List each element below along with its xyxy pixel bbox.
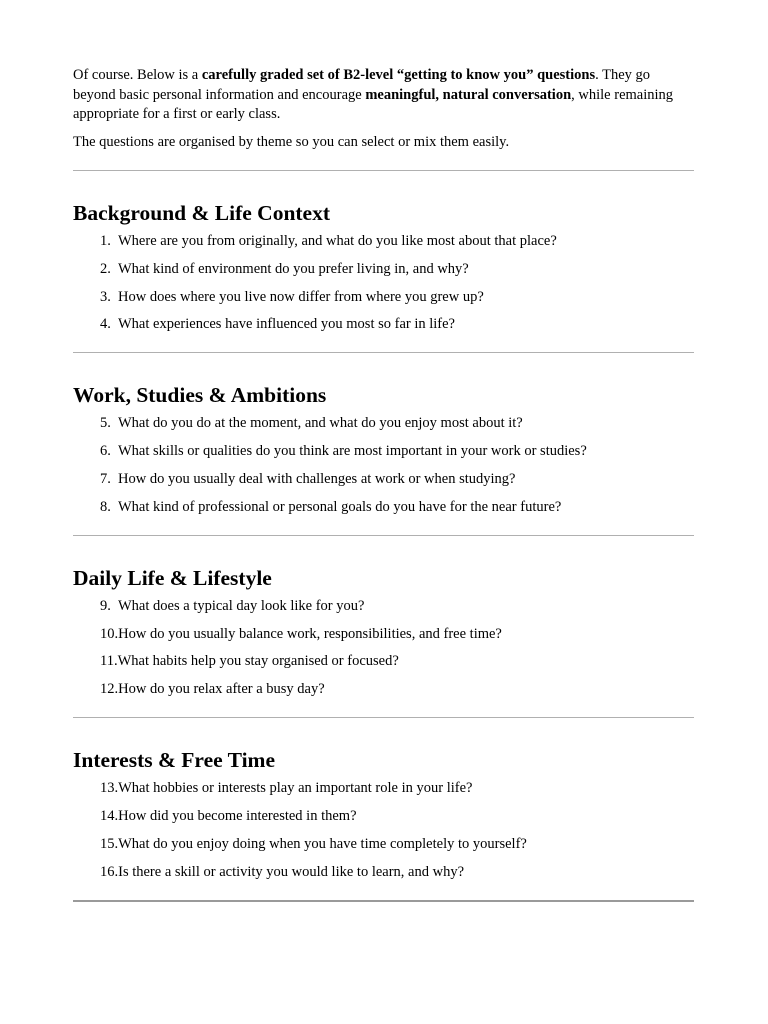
question-item bbox=[100, 498, 694, 517]
question-number: 1. bbox=[100, 233, 111, 249]
question-item bbox=[100, 232, 694, 251]
divider bbox=[73, 717, 694, 718]
question-item bbox=[100, 288, 694, 307]
question-item bbox=[100, 863, 694, 882]
question-item bbox=[100, 680, 694, 699]
question-text: What kind of environment do you prefer living in, and why? bbox=[118, 260, 469, 277]
question-number: 9. bbox=[100, 597, 111, 614]
question-item bbox=[100, 625, 694, 644]
question-number: 14. bbox=[100, 807, 119, 824]
question-item bbox=[100, 315, 694, 334]
question-text: How do you relax after a busy day? bbox=[118, 681, 325, 698]
intro-note: The questions are organised by theme so you can select or mix them easily. bbox=[73, 133, 510, 150]
intro-text-2: . They go beyond basic personal information and encourage bbox=[73, 67, 651, 103]
question-text: What do you do at the moment, and what do you enjoy most about it? bbox=[118, 415, 523, 432]
question-text: Where are you from originally, and what do you like most about that place? bbox=[118, 233, 557, 249]
question-item bbox=[100, 652, 694, 671]
question-text: What does a typical day look like for you? bbox=[118, 597, 365, 614]
question-number: 10. bbox=[100, 625, 119, 642]
divider bbox=[73, 170, 694, 171]
question-item bbox=[100, 414, 694, 433]
question-number: 15. bbox=[100, 835, 119, 852]
question-number: 2. bbox=[100, 260, 111, 277]
divider bbox=[73, 900, 694, 902]
question-text: What kind of professional or personal goals do you have for the near future? bbox=[118, 498, 562, 515]
section-heading-work: Work, Studies & Ambitions bbox=[73, 383, 327, 408]
intro-bold-2: meaningful, natural conversation bbox=[365, 86, 572, 103]
intro-text-3: , while remaining appropriate for a first or early class. bbox=[73, 86, 674, 122]
question-item bbox=[100, 442, 694, 461]
section-heading-interests: Interests & Free Time bbox=[73, 748, 276, 773]
intro-paragraph bbox=[73, 66, 694, 125]
divider bbox=[73, 535, 694, 536]
question-text: How do you usually balance work, responsibilities, and free time? bbox=[118, 625, 502, 642]
question-item bbox=[100, 260, 694, 279]
question-number: 12. bbox=[100, 681, 119, 698]
question-number: 3. bbox=[100, 288, 111, 305]
question-list-background bbox=[73, 232, 694, 334]
question-list-interests bbox=[73, 779, 694, 881]
question-number: 6. bbox=[100, 443, 111, 460]
question-text: How do you usually deal with challenges at work or when studying? bbox=[118, 470, 516, 487]
question-text: Is there a skill or activity you would like to learn, and why? bbox=[118, 863, 465, 880]
question-list-daily-life bbox=[73, 597, 694, 699]
divider bbox=[73, 352, 694, 353]
question-number: 16. bbox=[100, 863, 119, 880]
question-number: 11. bbox=[100, 653, 118, 670]
question-text: What experiences have influenced you most so far in life? bbox=[118, 316, 455, 333]
question-number: 5. bbox=[100, 415, 111, 432]
question-number: 8. bbox=[100, 498, 111, 515]
question-item bbox=[100, 779, 694, 798]
section-heading-background: Background & Life Context bbox=[73, 201, 331, 225]
question-item bbox=[100, 835, 694, 854]
question-number: 7. bbox=[100, 470, 111, 487]
question-text: What hobbies or interests play an important role in your life? bbox=[118, 780, 473, 797]
intro-text-1: Of course. Below is a bbox=[73, 67, 202, 83]
question-item bbox=[100, 807, 694, 826]
question-number: 4. bbox=[100, 316, 111, 333]
question-text: How does where you live now differ from where you grew up? bbox=[118, 288, 484, 305]
question-text: How did you become interested in them? bbox=[118, 807, 357, 824]
question-list-work bbox=[73, 414, 694, 516]
question-number: 13. bbox=[100, 780, 119, 797]
question-text: What habits help you stay organised or focused? bbox=[117, 653, 399, 670]
question-item bbox=[100, 470, 694, 489]
intro-bold-1: carefully graded set of B2-level “getting to know you” questions bbox=[201, 67, 596, 83]
question-text: What do you enjoy doing when you have time completely to yourself? bbox=[118, 835, 527, 852]
question-item bbox=[100, 597, 694, 616]
section-heading-daily-life: Daily Life & Lifestyle bbox=[73, 565, 272, 590]
question-text: What skills or qualities do you think are most important in your work or studies? bbox=[118, 443, 587, 460]
